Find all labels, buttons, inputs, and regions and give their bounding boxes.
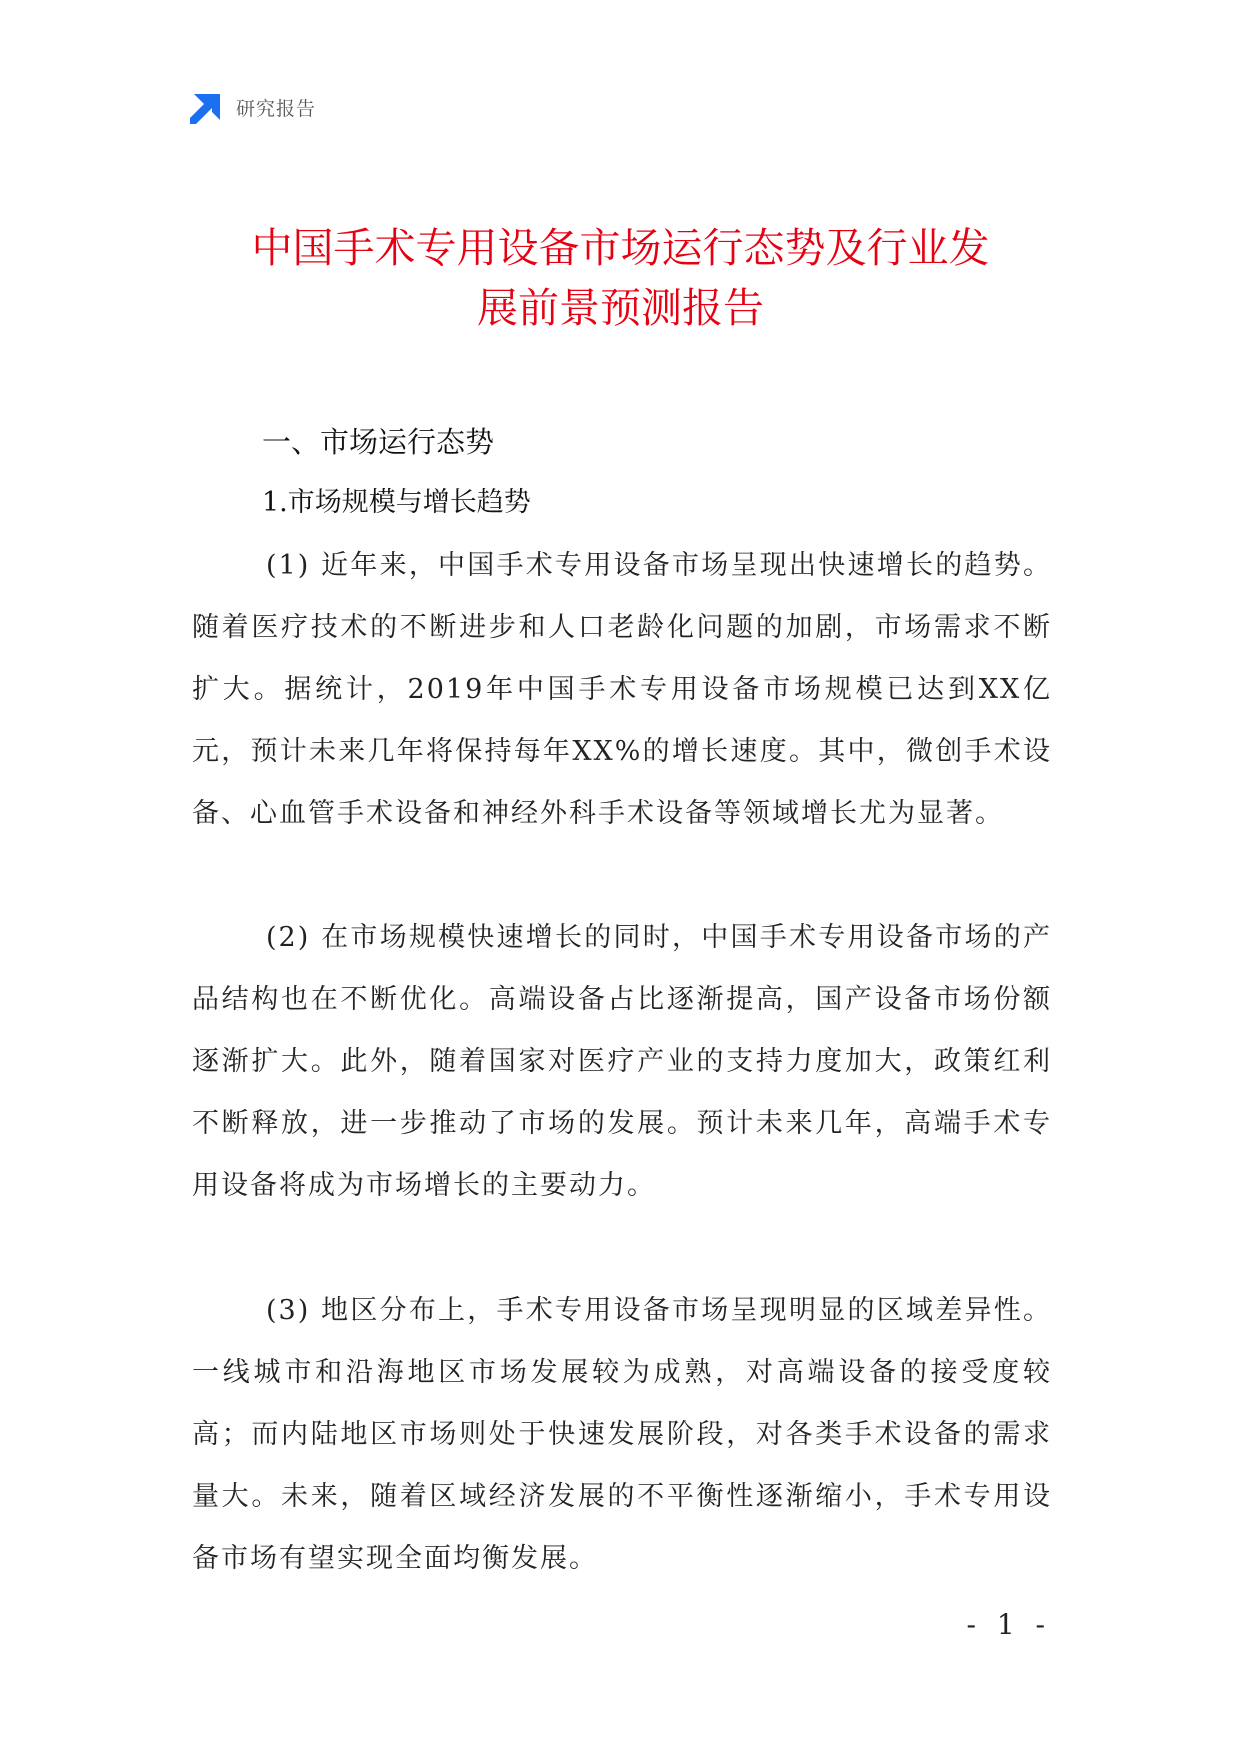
subsection-heading: 1.市场规模与增长趋势	[262, 487, 531, 518]
paragraph: (3) 地区分布上，手术专用设备市场呈现明显的区域差异性。一线城市和沿海地区市场发展较为成熟，对高端设备的接受度较高；而内陆地区市场则处于快速发展阶段，对各类手术设备的需求量大。未来，随着区域经济发展的不平衡性逐渐缩小，手术专用设备市场有望实现全面均衡发展。	[192, 1295, 1052, 1574]
header-label: 研究报告	[236, 97, 317, 120]
title-line-1: 中国手术专用设备市场运行态势及行业发	[251, 224, 990, 272]
document-title	[150, 218, 1091, 338]
title-line-2: 展前景预测报告	[477, 284, 764, 332]
section-heading: 一、市场运行态势	[262, 425, 495, 459]
page-number: - 1 -	[966, 1608, 1051, 1641]
report-header	[190, 90, 316, 124]
paragraph: (2) 在市场规模快速增长的同时，中国手术专用设备市场的产品结构也在不断优化。高端设备占比逐渐提高，国产设备市场份额逐渐扩大。此外，随着国家对医疗产业的支持力度加大，政策红利不断释放，进一步推动了市场的发展。预计未来几年，高端手术专用设备将成为市场增长的主要动力。	[192, 922, 1052, 1201]
arrow-up-right-icon	[190, 90, 224, 124]
paragraph: (1) 近年来，中国手术专用设备市场呈现出快速增长的趋势。随着医疗技术的不断进步和人口老龄化问题的加剧，市场需求不断扩大。据统计，2019年中国手术专用设备市场规模已达到XX亿元，预计未来几年将保持每年XX%的增长速度。其中，微创手术设备、心血管手术设备和神经外科手术设备等领域增长尤为显著。	[192, 550, 1052, 829]
